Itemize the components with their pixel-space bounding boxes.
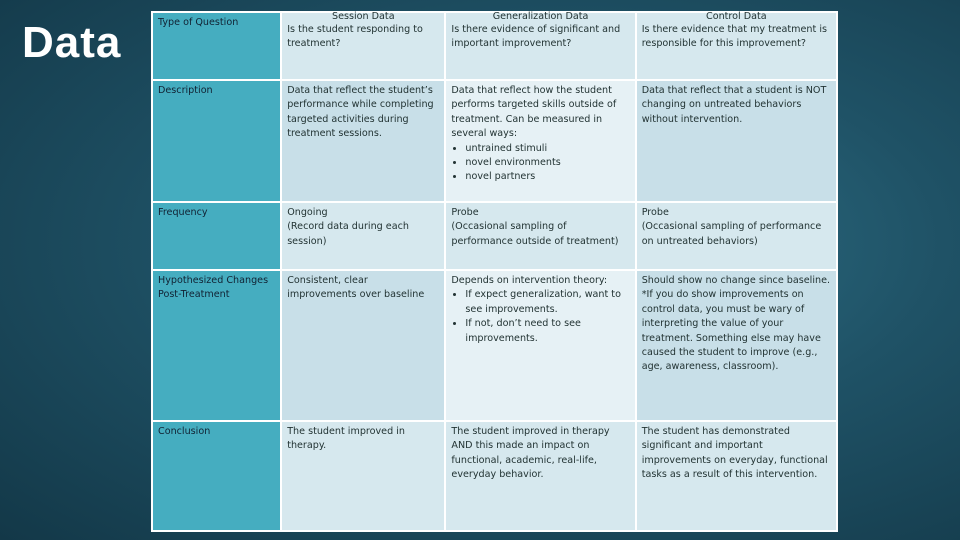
- control-data-frequency-cell: [636, 202, 837, 270]
- session-data-hypothesized: Consistent, clear improvements over baseline: [281, 270, 445, 421]
- slide-title: Data: [22, 18, 122, 67]
- column-header-generalization-data: Generalization Data: [492, 11, 589, 22]
- generalization-data-description-cell: [445, 80, 635, 202]
- session-data-conclusion: The student improved in therapy.: [281, 421, 445, 531]
- control-data-question-cell: [636, 12, 837, 80]
- session-data-frequency: Ongoing: [287, 207, 328, 218]
- list-item: • If expect generalization, want to see improvements.: [465, 288, 629, 317]
- control-data-question: Is there evidence that my treatment is responsible for this improvement?: [641, 23, 827, 49]
- generalization-measures-list: [451, 142, 629, 185]
- data-comparison-table: [151, 11, 838, 532]
- row-header-hypothesized-changes: Hypothesized Changes Post-Treatment: [152, 270, 281, 421]
- table-row-conclusion: [152, 421, 837, 531]
- table-row-frequency: [152, 202, 837, 270]
- control-data-description: Data that reflect that a student is NOT changing on untreated behaviors without intervention.: [636, 80, 837, 202]
- session-data-frequency-cell: [281, 202, 445, 270]
- row-header-frequency: Frequency: [152, 202, 281, 270]
- generalization-expectations-list: [451, 288, 629, 346]
- session-data-question-cell: [281, 12, 445, 80]
- list-item: • novel environments: [465, 156, 629, 170]
- row-header-type-of-question: Type of Question: [152, 12, 281, 80]
- column-header-control-data: Control Data: [706, 11, 767, 22]
- session-data-description: Data that reflect the student’s performance while completing targeted activities during treatment sessions.: [281, 80, 445, 202]
- generalization-data-frequency-cell: [445, 202, 635, 270]
- generalization-data-hypothesized-cell: [445, 270, 635, 421]
- session-data-frequency-detail: (Record data during each session): [287, 221, 409, 247]
- table-row-description: [152, 80, 837, 202]
- list-item: • novel partners: [465, 170, 629, 184]
- generalization-data-description: Data that reflect how the student performs targeted skills outside of treatment. Can be measured in several ways:: [451, 85, 617, 140]
- control-data-conclusion: The student has demonstrated significant and important improvements on everyday, functional tasks as a result of this intervention.: [636, 421, 837, 531]
- row-header-conclusion: Conclusion: [152, 421, 281, 531]
- column-header-session-data: Session Data: [332, 11, 395, 22]
- row-header-description: Description: [152, 80, 281, 202]
- generalization-data-frequency: Probe: [451, 207, 479, 218]
- list-item: • If not, don’t need to see improvements.: [465, 317, 629, 346]
- generalization-data-question-cell: [445, 12, 635, 80]
- table-row-type-of-question: [152, 12, 837, 80]
- control-data-hypothesized: Should show no change since baseline. *If you do show improvements on control data, you must be wary of interpreting the value of your treatment. Something else may have caused the student to improve (e.g., age, awareness, classroom).: [636, 270, 837, 421]
- generalization-data-conclusion: The student improved in therapy AND this made an impact on functional, academic, real-life, everyday behavior.: [445, 421, 635, 531]
- generalization-data-frequency-detail: (Occasional sampling of performance outside of treatment): [451, 221, 619, 247]
- generalization-data-hypothesized: Depends on intervention theory:: [451, 275, 608, 286]
- control-data-frequency-detail: (Occasional sampling of performance on untreated behaviors): [641, 221, 822, 247]
- generalization-data-question: Is there evidence of significant and important improvement?: [451, 23, 621, 49]
- table-row-hypothesized-changes: [152, 270, 837, 421]
- list-item: • untrained stimuli: [465, 142, 629, 156]
- control-data-frequency: Probe: [641, 207, 669, 218]
- session-data-question: Is the student responding to treatment?: [287, 23, 423, 49]
